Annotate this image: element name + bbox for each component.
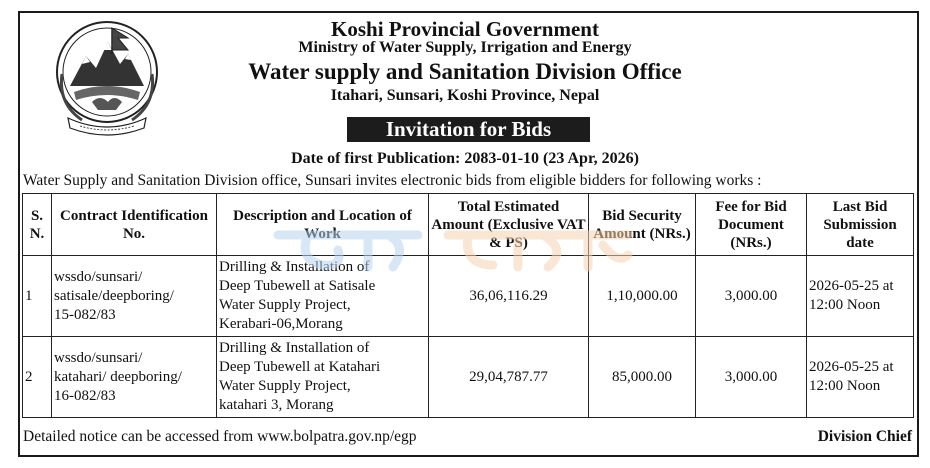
contract-line: katahari/ deepboring/ xyxy=(54,368,182,385)
table-header-row xyxy=(23,194,914,256)
row-contract-id xyxy=(52,337,217,418)
description-line: Water Supply Project, xyxy=(219,378,351,394)
office-name: Water supply and Sanitation Division Office xyxy=(248,59,682,84)
row-description xyxy=(217,256,429,337)
contract-line: satisale/deepboring/ xyxy=(54,287,174,304)
deadline-line: 12:00 Noon xyxy=(809,378,881,394)
description-line: Water Supply Project, xyxy=(219,297,351,313)
description-line: Deep Tubewell at Satisale xyxy=(219,278,376,294)
intro-text: Water Supply and Sanitation Division office, Sunsari invites electronic bids from eligible bidders for following works : xyxy=(23,172,762,189)
col-header-deadline: Last Bid Submission date xyxy=(807,194,914,256)
invitation-banner: Invitation for Bids xyxy=(347,117,590,142)
bids-table xyxy=(22,193,914,418)
table-row xyxy=(23,337,914,418)
description-line: Drilling & Installation of xyxy=(219,340,370,356)
deadline-line: 12:00 Noon xyxy=(809,297,881,313)
publication-date: Date of first Publication: 2083-01-10 (23 Apr, 2026) xyxy=(291,150,639,167)
table-row xyxy=(23,256,914,337)
footer-notice: Detailed notice can be accessed from www.bolpatra.gov.np/egp xyxy=(23,428,417,445)
row-fee: 3,000.00 xyxy=(696,256,807,337)
row-amount: 36,06,116.29 xyxy=(429,256,589,337)
row-amount: 29,04,787.77 xyxy=(429,337,589,418)
col-header-security: Bid Security Amount (NRs.) xyxy=(589,194,696,256)
government-name: Koshi Provincial Government xyxy=(331,17,599,41)
col-header-description: Description and Location of Work xyxy=(217,194,429,256)
row-deadline xyxy=(807,256,914,337)
col-header-sn: S. N. xyxy=(23,194,52,256)
description-line: Kerabari-06,Morang xyxy=(219,316,343,332)
row-deadline xyxy=(807,337,914,418)
description-line: Drilling & Installation of xyxy=(219,259,370,275)
ministry-name: Ministry of Water Supply, Irrigation and Energy xyxy=(298,39,632,56)
signatory: Division Chief xyxy=(817,428,912,445)
deadline-line: 2026-05-25 at xyxy=(809,278,894,294)
row-sn: 1 xyxy=(23,256,52,337)
col-header-amount: Total Estimated Amount (Exclusive VAT & PS) xyxy=(429,194,589,256)
row-description xyxy=(217,337,429,418)
contract-line: wssdo/sunsari/ xyxy=(54,268,143,285)
contract-line: 15-082/83 xyxy=(54,306,116,323)
deadline-line: 2026-05-25 at xyxy=(809,359,894,375)
row-security: 85,000.00 xyxy=(589,337,696,418)
contract-line: wssdo/sunsari/ xyxy=(54,349,143,366)
col-header-fee: Fee for Bid Document (NRs.) xyxy=(696,194,807,256)
contract-line: 16-082/83 xyxy=(54,387,116,404)
row-contract-id xyxy=(52,256,217,337)
row-sn: 2 xyxy=(23,337,52,418)
description-line: Deep Tubewell at Katahari xyxy=(219,359,381,375)
description-line: katahari 3, Morang xyxy=(219,397,334,413)
row-security: 1,10,000.00 xyxy=(589,256,696,337)
office-address: Itahari, Sunsari, Koshi Province, Nepal xyxy=(330,87,600,104)
row-fee: 3,000.00 xyxy=(696,337,807,418)
col-header-contract: Contract Identification No. xyxy=(52,194,217,256)
